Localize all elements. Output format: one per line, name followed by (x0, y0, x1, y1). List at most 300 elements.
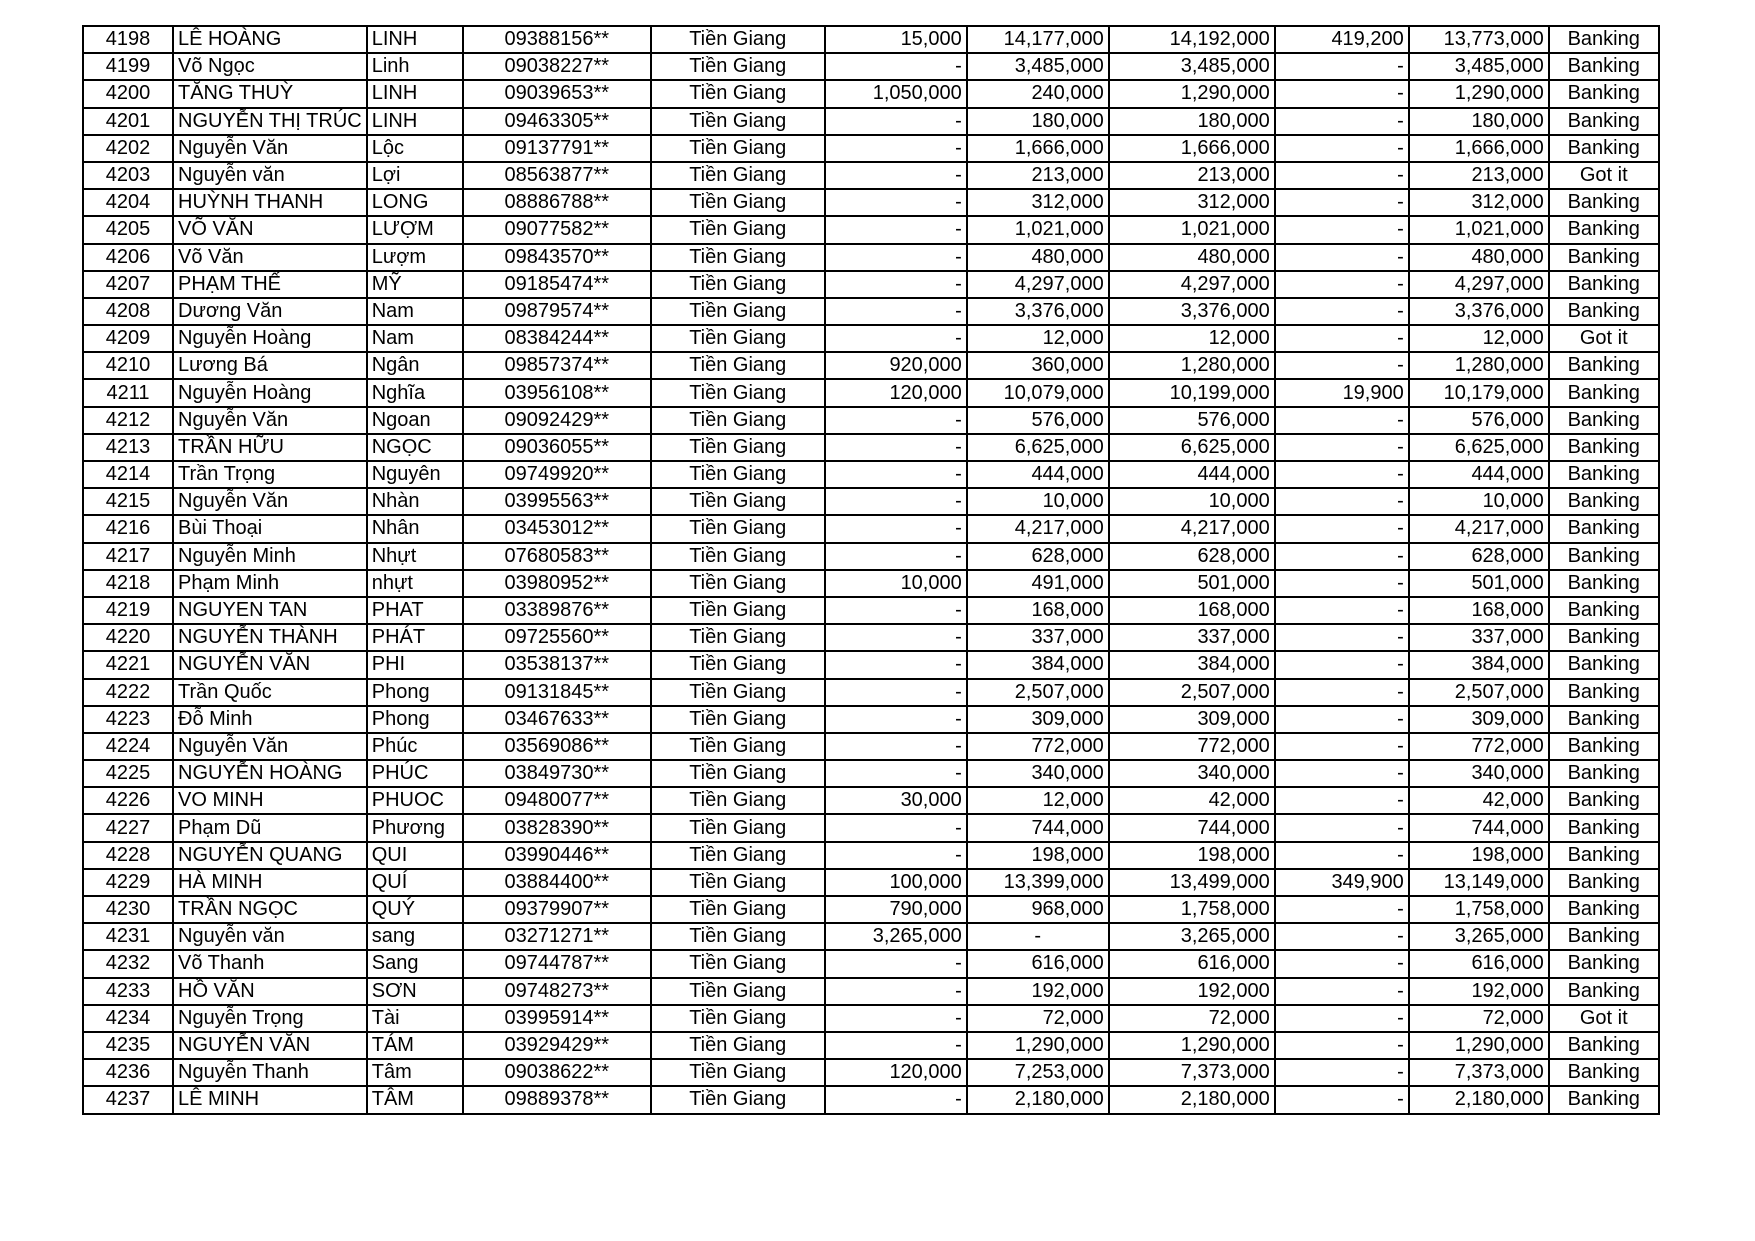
payment-method-cell: Banking (1549, 1059, 1659, 1086)
amount-1-cell: - (825, 244, 967, 271)
row-number-cell: 4226 (83, 787, 173, 814)
net-amount-cell: 312,000 (1409, 189, 1549, 216)
amount-total-cell: 10,199,000 (1109, 379, 1275, 406)
amount-2-cell: 744,000 (967, 814, 1109, 841)
phone-number-cell: 09038622** (463, 1059, 651, 1086)
deduction-cell: - (1275, 543, 1409, 570)
province-cell: Tiền Giang (651, 869, 825, 896)
payment-method-cell: Banking (1549, 679, 1659, 706)
amount-1-cell: - (825, 679, 967, 706)
last-name-cell: HỒ VĂN (173, 978, 367, 1005)
payment-method-cell: Banking (1549, 814, 1659, 841)
table-row (83, 135, 1659, 162)
table-row (83, 679, 1659, 706)
province-cell: Tiền Giang (651, 244, 825, 271)
amount-2-cell: 491,000 (967, 570, 1109, 597)
net-amount-cell: 309,000 (1409, 706, 1549, 733)
payment-method-cell: Banking (1549, 434, 1659, 461)
phone-number-cell: 09463305** (463, 108, 651, 135)
first-name-cell: NGỌC (367, 434, 463, 461)
payment-method-cell: Got it (1549, 162, 1659, 189)
province-cell: Tiền Giang (651, 570, 825, 597)
amount-2-cell: 4,297,000 (967, 271, 1109, 298)
phone-number-cell: 03271271** (463, 923, 651, 950)
first-name-cell: Lượm (367, 244, 463, 271)
first-name-cell: LINH (367, 26, 463, 53)
last-name-cell: Lương Bá (173, 352, 367, 379)
last-name-cell: Võ Ngọc (173, 53, 367, 80)
row-number-cell: 4212 (83, 407, 173, 434)
net-amount-cell: 444,000 (1409, 461, 1549, 488)
deduction-cell: - (1275, 624, 1409, 651)
first-name-cell: PHÚC (367, 760, 463, 787)
amount-2-cell: 3,485,000 (967, 53, 1109, 80)
table-row (83, 53, 1659, 80)
row-number-cell: 4231 (83, 923, 173, 950)
amount-1-cell: 1,050,000 (825, 80, 967, 107)
first-name-cell: Lộc (367, 135, 463, 162)
amount-total-cell: 312,000 (1109, 189, 1275, 216)
payment-method-cell: Banking (1549, 869, 1659, 896)
table-row (83, 978, 1659, 1005)
province-cell: Tiền Giang (651, 597, 825, 624)
province-cell: Tiền Giang (651, 271, 825, 298)
amount-total-cell: 72,000 (1109, 1005, 1275, 1032)
first-name-cell: LONG (367, 189, 463, 216)
payment-method-cell: Banking (1549, 271, 1659, 298)
amount-1-cell: - (825, 1005, 967, 1032)
last-name-cell: Võ Văn (173, 244, 367, 271)
net-amount-cell: 337,000 (1409, 624, 1549, 651)
province-cell: Tiền Giang (651, 1005, 825, 1032)
deduction-cell: - (1275, 570, 1409, 597)
last-name-cell: TĂNG THUỲ (173, 80, 367, 107)
last-name-cell: NGUYEN TAN (173, 597, 367, 624)
row-number-cell: 4200 (83, 80, 173, 107)
amount-total-cell: 1,021,000 (1109, 216, 1275, 243)
amount-total-cell: 744,000 (1109, 814, 1275, 841)
amount-1-cell: - (825, 543, 967, 570)
deduction-cell: - (1275, 1032, 1409, 1059)
payment-method-cell: Banking (1549, 896, 1659, 923)
net-amount-cell: 1,280,000 (1409, 352, 1549, 379)
amount-1-cell: 790,000 (825, 896, 967, 923)
phone-number-cell: 09744787** (463, 950, 651, 977)
first-name-cell: Nghĩa (367, 379, 463, 406)
net-amount-cell: 7,373,000 (1409, 1059, 1549, 1086)
amount-2-cell: 384,000 (967, 651, 1109, 678)
amount-total-cell: 6,625,000 (1109, 434, 1275, 461)
amount-2-cell: 198,000 (967, 842, 1109, 869)
row-number-cell: 4216 (83, 515, 173, 542)
row-number-cell: 4206 (83, 244, 173, 271)
amount-2-cell: 309,000 (967, 706, 1109, 733)
amount-total-cell: 42,000 (1109, 787, 1275, 814)
amount-1-cell: - (825, 733, 967, 760)
amount-total-cell: 337,000 (1109, 624, 1275, 651)
net-amount-cell: 4,297,000 (1409, 271, 1549, 298)
province-cell: Tiền Giang (651, 679, 825, 706)
table-row (83, 325, 1659, 352)
table-row (83, 760, 1659, 787)
payment-method-cell: Banking (1549, 733, 1659, 760)
deduction-cell: - (1275, 923, 1409, 950)
last-name-cell: Nguyễn Minh (173, 543, 367, 570)
amount-1-cell: - (825, 216, 967, 243)
net-amount-cell: 1,666,000 (1409, 135, 1549, 162)
amount-2-cell: 480,000 (967, 244, 1109, 271)
table-row (83, 244, 1659, 271)
deduction-cell: - (1275, 216, 1409, 243)
last-name-cell: Nguyễn Văn (173, 407, 367, 434)
phone-number-cell: 03995563** (463, 488, 651, 515)
first-name-cell: QUÝ (367, 896, 463, 923)
deduction-cell: 419,200 (1275, 26, 1409, 53)
payment-method-cell: Banking (1549, 597, 1659, 624)
deduction-cell: - (1275, 80, 1409, 107)
table-row (83, 352, 1659, 379)
payment-method-cell: Banking (1549, 651, 1659, 678)
amount-1-cell: - (825, 189, 967, 216)
net-amount-cell: 384,000 (1409, 651, 1549, 678)
last-name-cell: NGUYỄN HOÀNG (173, 760, 367, 787)
net-amount-cell: 1,290,000 (1409, 1032, 1549, 1059)
payment-method-cell: Banking (1549, 706, 1659, 733)
amount-2-cell: 180,000 (967, 108, 1109, 135)
table-row (83, 407, 1659, 434)
amount-1-cell: - (825, 978, 967, 1005)
province-cell: Tiền Giang (651, 189, 825, 216)
amount-1-cell: - (825, 162, 967, 189)
payment-method-cell: Banking (1549, 108, 1659, 135)
phone-number-cell: 03995914** (463, 1005, 651, 1032)
amount-1-cell: 120,000 (825, 1059, 967, 1086)
row-number-cell: 4203 (83, 162, 173, 189)
payment-method-cell: Banking (1549, 787, 1659, 814)
phone-number-cell: 03569086** (463, 733, 651, 760)
phone-number-cell: 09039653** (463, 80, 651, 107)
amount-2-cell: 72,000 (967, 1005, 1109, 1032)
amount-total-cell: 14,192,000 (1109, 26, 1275, 53)
amount-total-cell: 1,758,000 (1109, 896, 1275, 923)
deduction-cell: - (1275, 1059, 1409, 1086)
table-row (83, 651, 1659, 678)
table-row (83, 896, 1659, 923)
first-name-cell: Phúc (367, 733, 463, 760)
amount-total-cell: 4,297,000 (1109, 271, 1275, 298)
amount-2-cell: 312,000 (967, 189, 1109, 216)
last-name-cell: Nguyễn văn (173, 923, 367, 950)
deduction-cell: - (1275, 1005, 1409, 1032)
amount-2-cell: 360,000 (967, 352, 1109, 379)
deduction-cell: - (1275, 244, 1409, 271)
amount-1-cell: - (825, 135, 967, 162)
amount-total-cell: 2,180,000 (1109, 1086, 1275, 1113)
deduction-cell: 19,900 (1275, 379, 1409, 406)
amount-1-cell: - (825, 1086, 967, 1113)
net-amount-cell: 616,000 (1409, 950, 1549, 977)
province-cell: Tiền Giang (651, 135, 825, 162)
phone-number-cell: 09077582** (463, 216, 651, 243)
table-row (83, 515, 1659, 542)
payment-method-cell: Banking (1549, 379, 1659, 406)
net-amount-cell: 3,485,000 (1409, 53, 1549, 80)
amount-total-cell: 2,507,000 (1109, 679, 1275, 706)
amount-1-cell: 3,265,000 (825, 923, 967, 950)
net-amount-cell: 10,179,000 (1409, 379, 1549, 406)
last-name-cell: Đỗ Minh (173, 706, 367, 733)
row-number-cell: 4222 (83, 679, 173, 706)
amount-2-cell: 7,253,000 (967, 1059, 1109, 1086)
amount-2-cell: 628,000 (967, 543, 1109, 570)
amount-total-cell: 480,000 (1109, 244, 1275, 271)
phone-number-cell: 09388156** (463, 26, 651, 53)
phone-number-cell: 03389876** (463, 597, 651, 624)
deduction-cell: - (1275, 434, 1409, 461)
phone-number-cell: 08384244** (463, 325, 651, 352)
row-number-cell: 4235 (83, 1032, 173, 1059)
payment-method-cell: Banking (1549, 950, 1659, 977)
first-name-cell: LƯỢM (367, 216, 463, 243)
first-name-cell: Linh (367, 53, 463, 80)
table-row (83, 842, 1659, 869)
payment-method-cell: Banking (1549, 352, 1659, 379)
net-amount-cell: 1,290,000 (1409, 80, 1549, 107)
amount-1-cell: - (825, 651, 967, 678)
row-number-cell: 4208 (83, 298, 173, 325)
first-name-cell: Phương (367, 814, 463, 841)
province-cell: Tiền Giang (651, 298, 825, 325)
net-amount-cell: 1,021,000 (1409, 216, 1549, 243)
row-number-cell: 4199 (83, 53, 173, 80)
net-amount-cell: 198,000 (1409, 842, 1549, 869)
amount-1-cell: 120,000 (825, 379, 967, 406)
last-name-cell: Dương Văn (173, 298, 367, 325)
phone-number-cell: 09879574** (463, 298, 651, 325)
amount-total-cell: 168,000 (1109, 597, 1275, 624)
table-row (83, 1032, 1659, 1059)
net-amount-cell: 480,000 (1409, 244, 1549, 271)
deduction-cell: - (1275, 787, 1409, 814)
net-amount-cell: 1,758,000 (1409, 896, 1549, 923)
net-amount-cell: 628,000 (1409, 543, 1549, 570)
payment-method-cell: Banking (1549, 216, 1659, 243)
first-name-cell: nhựt (367, 570, 463, 597)
payment-method-cell: Banking (1549, 298, 1659, 325)
first-name-cell: Nguyên (367, 461, 463, 488)
row-number-cell: 4205 (83, 216, 173, 243)
net-amount-cell: 42,000 (1409, 787, 1549, 814)
table-row (83, 80, 1659, 107)
phone-number-cell: 09889378** (463, 1086, 651, 1113)
last-name-cell: Phạm Minh (173, 570, 367, 597)
amount-1-cell: - (825, 706, 967, 733)
net-amount-cell: 10,000 (1409, 488, 1549, 515)
province-cell: Tiền Giang (651, 162, 825, 189)
phone-number-cell: 09857374** (463, 352, 651, 379)
net-amount-cell: 772,000 (1409, 733, 1549, 760)
province-cell: Tiền Giang (651, 407, 825, 434)
phone-number-cell: 09725560** (463, 624, 651, 651)
table-row (83, 216, 1659, 243)
table-row (83, 923, 1659, 950)
amount-2-cell: 1,021,000 (967, 216, 1109, 243)
amount-2-cell: 444,000 (967, 461, 1109, 488)
row-number-cell: 4213 (83, 434, 173, 461)
amount-1-cell: - (825, 461, 967, 488)
table-row (83, 543, 1659, 570)
last-name-cell: NGUYỄN VĂN (173, 651, 367, 678)
amount-1-cell: - (825, 53, 967, 80)
amount-1-cell: 30,000 (825, 787, 967, 814)
phone-number-cell: 08563877** (463, 162, 651, 189)
deduction-cell: - (1275, 651, 1409, 678)
first-name-cell: PHUOC (367, 787, 463, 814)
amount-2-cell: 616,000 (967, 950, 1109, 977)
province-cell: Tiền Giang (651, 842, 825, 869)
row-number-cell: 4211 (83, 379, 173, 406)
table-body (83, 26, 1659, 1114)
amount-1-cell: - (825, 760, 967, 787)
net-amount-cell: 2,180,000 (1409, 1086, 1549, 1113)
amount-2-cell: 772,000 (967, 733, 1109, 760)
deduction-cell: - (1275, 488, 1409, 515)
table-row (83, 26, 1659, 53)
amount-1-cell: 15,000 (825, 26, 967, 53)
table-row (83, 108, 1659, 135)
province-cell: Tiền Giang (651, 461, 825, 488)
first-name-cell: QUÍ (367, 869, 463, 896)
amount-1-cell: - (825, 1032, 967, 1059)
amount-total-cell: 1,666,000 (1109, 135, 1275, 162)
table-row (83, 950, 1659, 977)
amount-2-cell: 6,625,000 (967, 434, 1109, 461)
last-name-cell: PHẠM THẾ (173, 271, 367, 298)
row-number-cell: 4219 (83, 597, 173, 624)
amount-total-cell: 3,485,000 (1109, 53, 1275, 80)
amount-2-cell: 12,000 (967, 787, 1109, 814)
amount-total-cell: 7,373,000 (1109, 1059, 1275, 1086)
deduction-cell: - (1275, 135, 1409, 162)
province-cell: Tiền Giang (651, 379, 825, 406)
phone-number-cell: 03980952** (463, 570, 651, 597)
first-name-cell: TÁM (367, 1032, 463, 1059)
first-name-cell: Sang (367, 950, 463, 977)
payout-table (82, 25, 1660, 1115)
deduction-cell: - (1275, 407, 1409, 434)
payment-method-cell: Banking (1549, 624, 1659, 651)
first-name-cell: Nhân (367, 515, 463, 542)
payment-method-cell: Banking (1549, 1032, 1659, 1059)
amount-total-cell: 1,280,000 (1109, 352, 1275, 379)
phone-number-cell: 03884400** (463, 869, 651, 896)
province-cell: Tiền Giang (651, 978, 825, 1005)
amount-total-cell: 3,265,000 (1109, 923, 1275, 950)
first-name-cell: Tài (367, 1005, 463, 1032)
row-number-cell: 4198 (83, 26, 173, 53)
row-number-cell: 4225 (83, 760, 173, 787)
deduction-cell: - (1275, 760, 1409, 787)
province-cell: Tiền Giang (651, 216, 825, 243)
last-name-cell: Nguyễn Hoàng (173, 379, 367, 406)
payment-method-cell: Banking (1549, 570, 1659, 597)
amount-1-cell: - (825, 108, 967, 135)
amount-total-cell: 501,000 (1109, 570, 1275, 597)
first-name-cell: Lợi (367, 162, 463, 189)
amount-total-cell: 772,000 (1109, 733, 1275, 760)
province-cell: Tiền Giang (651, 26, 825, 53)
province-cell: Tiền Giang (651, 896, 825, 923)
amount-total-cell: 213,000 (1109, 162, 1275, 189)
first-name-cell: Phong (367, 679, 463, 706)
net-amount-cell: 168,000 (1409, 597, 1549, 624)
amount-total-cell: 13,499,000 (1109, 869, 1275, 896)
amount-2-cell: 2,180,000 (967, 1086, 1109, 1113)
last-name-cell: NGUYỄN VĂN (173, 1032, 367, 1059)
amount-1-cell: - (825, 271, 967, 298)
payment-method-cell: Got it (1549, 1005, 1659, 1032)
payment-method-cell: Banking (1549, 461, 1659, 488)
last-name-cell: LÊ HOÀNG (173, 26, 367, 53)
first-name-cell: PHAT (367, 597, 463, 624)
amount-2-cell: 10,079,000 (967, 379, 1109, 406)
row-number-cell: 4210 (83, 352, 173, 379)
province-cell: Tiền Giang (651, 108, 825, 135)
first-name-cell: Nhựt (367, 543, 463, 570)
province-cell: Tiền Giang (651, 488, 825, 515)
payment-method-cell: Banking (1549, 53, 1659, 80)
amount-2-cell: 4,217,000 (967, 515, 1109, 542)
province-cell: Tiền Giang (651, 651, 825, 678)
first-name-cell: MỸ (367, 271, 463, 298)
last-name-cell: Nguyễn Văn (173, 488, 367, 515)
table-row (83, 1005, 1659, 1032)
amount-2-cell: 12,000 (967, 325, 1109, 352)
phone-number-cell: 03849730** (463, 760, 651, 787)
first-name-cell: Ngân (367, 352, 463, 379)
table-row (83, 461, 1659, 488)
row-number-cell: 4237 (83, 1086, 173, 1113)
amount-2-cell: 213,000 (967, 162, 1109, 189)
last-name-cell: Nguyễn Thanh (173, 1059, 367, 1086)
payment-method-cell: Banking (1549, 543, 1659, 570)
row-number-cell: 4228 (83, 842, 173, 869)
row-number-cell: 4236 (83, 1059, 173, 1086)
deduction-cell: - (1275, 706, 1409, 733)
last-name-cell: Trần Trọng (173, 461, 367, 488)
last-name-cell: Phạm Dũ (173, 814, 367, 841)
province-cell: Tiền Giang (651, 787, 825, 814)
table-row (83, 488, 1659, 515)
row-number-cell: 4209 (83, 325, 173, 352)
row-number-cell: 4207 (83, 271, 173, 298)
amount-total-cell: 192,000 (1109, 978, 1275, 1005)
table-row (83, 814, 1659, 841)
amount-2-cell: 2,507,000 (967, 679, 1109, 706)
table-row (83, 379, 1659, 406)
deduction-cell: - (1275, 325, 1409, 352)
province-cell: Tiền Giang (651, 733, 825, 760)
last-name-cell: TRẦN NGỌC (173, 896, 367, 923)
table-row (83, 570, 1659, 597)
amount-2-cell: 1,666,000 (967, 135, 1109, 162)
last-name-cell: HÀ MINH (173, 869, 367, 896)
row-number-cell: 4234 (83, 1005, 173, 1032)
last-name-cell: HUỲNH THANH (173, 189, 367, 216)
amount-1-cell: - (825, 597, 967, 624)
row-number-cell: 4220 (83, 624, 173, 651)
row-number-cell: 4223 (83, 706, 173, 733)
